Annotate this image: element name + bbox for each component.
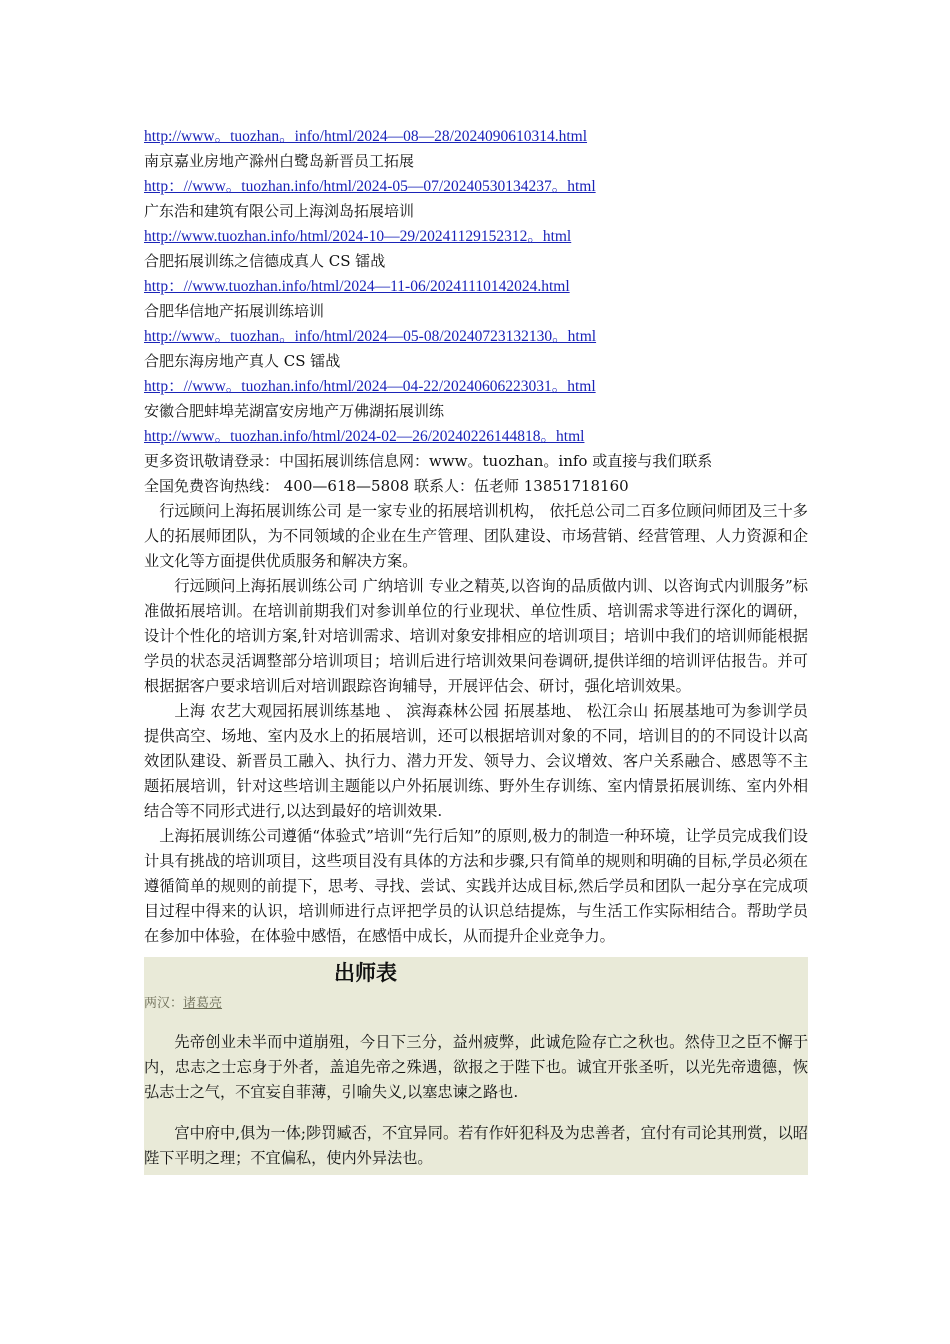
case-link[interactable]: http：//www。tuozhan.info/html/2024—04-22/20240606223031。html — [144, 378, 596, 395]
poem-author-link[interactable]: 诸葛亮 — [183, 996, 223, 1011]
poem-author-line — [144, 994, 808, 1014]
principle-paragraph: 上海拓展训练公司遵循“体验式”培训“先行后知”的原则,极力的制造一种环境，让学员完成我们设计具有挑战的培训项目，这些项目没有具体的方法和步骤,只有简单的规则和明确的目标,学员必须在遵循简单的规则的前提下，思考、寻找、尝试、实践并达成目标,然后学员和团队一起分享在完成项目过程中得来的认识，培训师进行点评把学员的认识总结提炼，与生活工作实际相结合。帮助学员在参加中体验，在体验中感悟，在感悟中成长，从而提升企业竞争力。 — [144, 827, 808, 945]
case-title: 广东浩和建筑有限公司上海浏岛拓展培训 — [144, 202, 415, 220]
case-title: 合肥华信地产拓展训练培训 — [144, 302, 325, 320]
bases-paragraph: 上海 农艺大观园拓展训练基地 、 滨海森林公园 拓展基地、 松江佘山 拓展基地可为参训学员提供高空、场地、室内及水上的拓展培训，还可以根据培训对象的不同，培训目的的不同设计以高效团队建设、新晋员工融入、执行力、潜力开发、领导力、会议增效、客户关系融合、感恩等不主题拓展培训，针对这些培训主题能以户外拓展训练、野外生存训练、室内情景拓展训练、室内外相结合等不同形式进行,以达到最好的培训效果. — [144, 702, 808, 820]
case-link[interactable]: http：//www。tuozhan.info/html/2024-05—07/20240530134237。html — [144, 178, 596, 195]
method-paragraph: 行远顾问上海拓展训练公司 广纳培训 专业之精英,以咨询的品质做内训、以咨询式内训服务”标准做拓展培训。在培训前期我们对参训单位的行业现状、单位性质、培训需求等进行深化的调研，设计个性化的培训方案,针对培训需求、培训对象安排相应的培训项目；培训中我们的培训师能根据学员的状态灵活调整部分培训项目；培训后进行培训效果问卷调研,提供详细的培训评估报告。并可根据据客户要求培训后对培训跟踪咨询辅导，开展评估会、研讨，强化培训效果。 — [144, 577, 808, 695]
case-link[interactable]: http://www。tuozhan.info/html/2024-02—26/20240226144818。html — [144, 428, 585, 445]
intro-paragraph: 行远顾问上海拓展训练公司 是一家专业的拓展培训机构， 依托总公司二百多位顾问师团及三十多人的拓展师团队，为不同领域的企业在生产管理、团队建设、市场营销、经营管理、人力资源和企业文化等方面提供优质服务和解决方案。 — [144, 502, 808, 570]
case-title: 南京嘉业房地产滁州白鹭岛新晋员工拓展 — [144, 152, 415, 170]
poem-paragraph: 先帝创业未半而中道崩殂，今日下三分，益州疲弊，此诚危险存亡之秋也。然侍卫之臣不懈于内，忠志之士忘身于外者，盖追先帝之殊遇，欲报之于陛下也。诚宜开张圣听，以光先帝遗德，恢弘志士之气，不宜妄自菲薄，引喻失义,以塞忠谏之路也. — [144, 1033, 808, 1101]
case-title: 合肥东海房地产真人 CS 镭战 — [144, 352, 341, 370]
more-info-line: 更多资讯敬请登录：中国拓展训练信息网：www。tuozhan。info 或直接与我们联系 — [144, 452, 713, 470]
poem-title: 出师表 — [334, 961, 397, 985]
case-list — [144, 124, 808, 449]
poem-paragraph: 宫中府中,俱为一体;陟罚臧否，不宜异同。若有作奸犯科及为忠善者，宜付有司论其刑赏，以昭陛下平明之理；不宜偏私，使内外异法也。 — [144, 1124, 808, 1167]
case-link[interactable]: http://www。tuozhan。info/html/2024—08—28/2024090610314.html — [144, 128, 588, 145]
case-title: 安徽合肥蚌埠芜湖富安房地产万佛湖拓展训练 — [144, 402, 445, 420]
case-link[interactable]: http：//www.tuozhan.info/html/2024—11-06/20241110142024.html — [144, 278, 570, 295]
hotline-line: 全国免费咨询热线： 400—618—5808 联系人：伍老师 13851718160 — [144, 477, 629, 495]
document-page — [144, 124, 808, 1175]
poem-dynasty: 两汉： — [144, 996, 184, 1011]
case-link[interactable]: http://www.tuozhan.info/html/2024-10—29/20241129152312。html — [144, 228, 572, 245]
case-title: 合肥拓展训练之信德成真人 CS 镭战 — [144, 252, 386, 270]
poem-box — [144, 957, 808, 1175]
case-link[interactable]: http://www。tuozhan。info/html/2024—05-08/20240723132130。html — [144, 328, 597, 345]
